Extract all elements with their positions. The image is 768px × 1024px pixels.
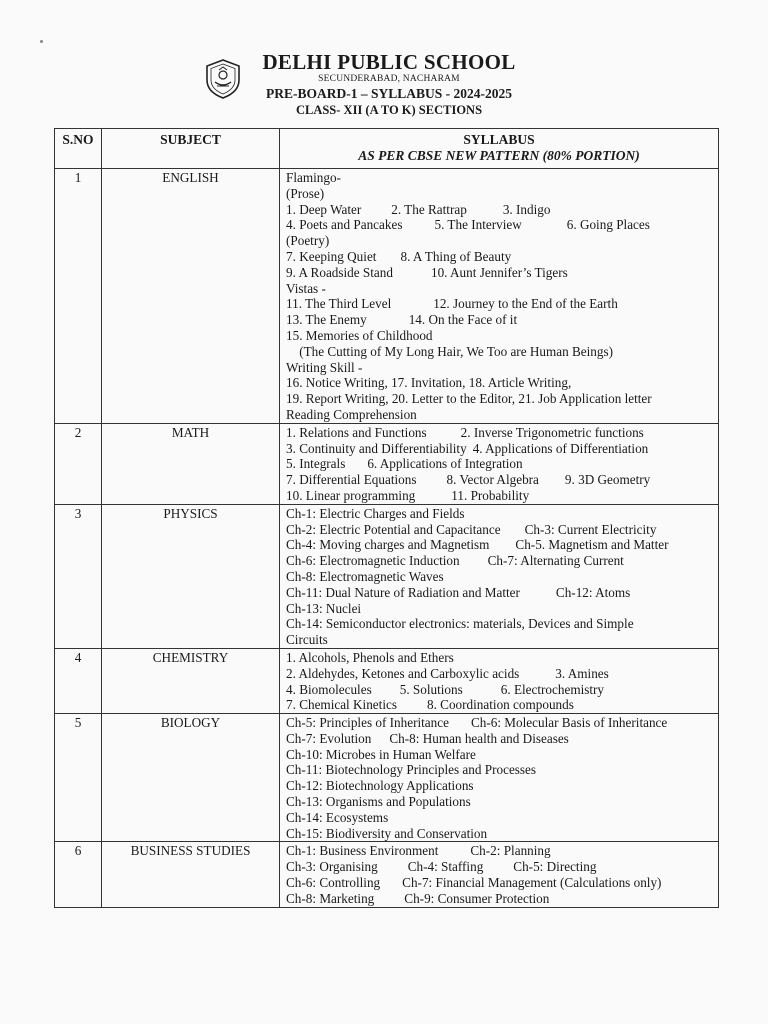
syllabus-item: Ch-10: Microbes in Human Welfare <box>286 746 476 762</box>
syllabus-item: 19. Report Writing, 20. Letter to the Editor, 21. Job Application letter <box>286 391 652 407</box>
syllabus-line <box>286 569 716 585</box>
syllabus-item: 14. On the Face of it <box>408 312 518 328</box>
syllabus-line <box>286 425 716 441</box>
syllabus-item: 5. Solutions <box>399 681 463 697</box>
syllabus-line <box>286 843 716 859</box>
syllabus-item: Ch-6: Electromagnetic Induction <box>286 553 460 569</box>
syllabus-line <box>286 456 716 472</box>
syllabus-item: 5. Integrals <box>286 456 346 472</box>
syllabus-line <box>286 296 716 312</box>
syllabus-item: Ch-14: Semiconductor electronics: materials, Devices and Simple <box>286 616 634 632</box>
syllabus-item: 8. Coordination compounds <box>426 697 574 713</box>
syllabus-item: Ch-3: Organising <box>286 859 378 875</box>
syllabus-item: 4. Applications of Differentiation <box>472 440 649 456</box>
syllabus-line <box>286 328 716 344</box>
table-row <box>55 423 719 504</box>
syllabus-item: Ch-14: Ecosystems <box>286 809 389 825</box>
syllabus-item: Ch-8: Electromagnetic Waves <box>286 568 444 584</box>
syllabus-line <box>286 537 716 553</box>
header-sno: S.NO <box>55 129 102 169</box>
row-sno: 4 <box>55 648 102 713</box>
syllabus-line <box>286 650 716 666</box>
school-location: SECUNDERABAD, NACHARAM <box>318 74 460 84</box>
syllabus-item: 2. The Rattrap <box>391 201 467 217</box>
row-sno: 5 <box>55 714 102 842</box>
syllabus-line <box>286 344 716 360</box>
row-subject: CHEMISTRY <box>102 648 280 713</box>
syllabus-item: Writing Skill - <box>286 359 363 375</box>
syllabus-item: Ch-2: Planning <box>470 843 551 859</box>
syllabus-item: 3. Indigo <box>502 201 551 217</box>
syllabus-item: 2. Aldehydes, Ketones and Carboxylic acids <box>286 665 520 681</box>
table-row <box>55 648 719 713</box>
syllabus-item: Ch-5: Directing <box>513 859 597 875</box>
syllabus-line <box>286 731 716 747</box>
syllabus-item: (The Cutting of My Long Hair, We Too are Human Beings) <box>286 343 613 359</box>
syllabus-item: 1. Alcohols, Phenols and Ethers <box>286 649 454 665</box>
syllabus-item: (Poetry) <box>286 233 330 249</box>
row-subject: ENGLISH <box>102 169 280 424</box>
header-syllabus <box>280 129 719 169</box>
syllabus-line <box>286 632 716 648</box>
header-subject: SUBJECT <box>102 129 280 169</box>
syllabus-item: Reading Comprehension <box>286 406 417 422</box>
syllabus-item: Ch-6: Molecular Basis of Inheritance <box>470 715 668 731</box>
syllabus-item: Ch-8: Human health and Diseases <box>389 730 569 746</box>
syllabus-line <box>286 488 716 504</box>
syllabus-item: 6. Going Places <box>566 217 650 233</box>
syllabus-item: 11. Probability <box>451 487 530 503</box>
row-syllabus-content <box>280 169 719 424</box>
syllabus-table <box>54 128 719 908</box>
syllabus-item: Ch-15: Biodiversity and Conservation <box>286 825 488 841</box>
syllabus-item: 8. Vector Algebra <box>446 472 539 488</box>
syllabus-line <box>286 875 716 891</box>
table-row <box>55 842 719 907</box>
class-sections: CLASS- XII (A TO K) SECTIONS <box>295 103 483 117</box>
syllabus-item: 5. The Interview <box>434 217 522 233</box>
syllabus-item: 10. Linear programming <box>286 487 416 503</box>
syllabus-item: 13. The Enemy <box>286 312 367 328</box>
row-subject: BUSINESS STUDIES <box>102 842 280 907</box>
row-syllabus-content <box>280 842 719 907</box>
syllabus-item: Ch-7: Financial Management (Calculations only) <box>402 875 662 891</box>
syllabus-line <box>286 407 716 423</box>
syllabus-line <box>286 391 716 407</box>
syllabus-item: Ch-13: Organisms and Populations <box>286 794 471 810</box>
syllabus-item: Ch-13: Nuclei <box>286 600 362 616</box>
syllabus-line <box>286 810 716 826</box>
syllabus-line <box>286 616 716 632</box>
syllabus-item: Ch-5: Principles of Inheritance <box>286 715 449 731</box>
syllabus-line <box>286 281 716 297</box>
table-row <box>55 714 719 842</box>
table-header-row <box>55 129 719 169</box>
syllabus-item: 15. Memories of Childhood <box>286 327 433 343</box>
syllabus-line <box>286 186 716 202</box>
scan-speck <box>40 40 43 43</box>
syllabus-line <box>286 666 716 682</box>
syllabus-line <box>286 522 716 538</box>
syllabus-line <box>286 859 716 875</box>
row-subject: MATH <box>102 423 280 504</box>
syllabus-item: Ch-4: Staffing <box>407 859 484 875</box>
syllabus-item: 6. Electrochemistry <box>500 681 605 697</box>
syllabus-item: Ch-3: Current Electricity <box>524 521 657 537</box>
syllabus-line <box>286 794 716 810</box>
row-syllabus-content <box>280 714 719 842</box>
syllabus-line <box>286 762 716 778</box>
syllabus-item: Ch-9: Consumer Protection <box>404 890 550 906</box>
syllabus-item: 4. Poets and Pancakes <box>286 217 403 233</box>
syllabus-item: 6. Applications of Integration <box>367 456 523 472</box>
row-syllabus-content <box>280 423 719 504</box>
syllabus-line <box>286 375 716 391</box>
syllabus-item: Ch-1: Electric Charges and Fields <box>286 505 465 521</box>
syllabus-item: Ch-7: Evolution <box>286 730 372 746</box>
document-title: PRE-BOARD-1 – SYLLABUS - 2024-2025 <box>265 86 512 101</box>
row-sno: 6 <box>55 842 102 907</box>
syllabus-line <box>286 697 716 713</box>
syllabus-item: 7. Chemical Kinetics <box>286 697 397 713</box>
row-sno: 1 <box>55 169 102 424</box>
syllabus-item: Ch-12: Biotechnology Applications <box>286 778 474 794</box>
syllabus-item: Ch-2: Electric Potential and Capacitance <box>286 521 501 537</box>
syllabus-item: 1. Relations and Functions <box>286 424 427 440</box>
syllabus-item: 7. Keeping Quiet <box>286 248 377 264</box>
syllabus-line <box>286 249 716 265</box>
syllabus-line <box>286 202 716 218</box>
syllabus-item: 16. Notice Writing, 17. Invitation, 18. Article Writing, <box>286 375 572 391</box>
syllabus-item: Circuits <box>286 632 328 648</box>
row-sno: 2 <box>55 423 102 504</box>
syllabus-item: 11. The Third Level <box>286 296 392 312</box>
syllabus-item: Ch-7: Alternating Current <box>487 553 624 569</box>
header-syllabus-subtitle: AS PER CBSE NEW PATTERN (80% PORTION) <box>358 147 640 163</box>
school-name: DELHI PUBLIC SCHOOL <box>262 50 516 74</box>
syllabus-line <box>286 601 716 617</box>
syllabus-line <box>286 441 716 457</box>
syllabus-line <box>286 891 716 907</box>
syllabus-item: 1. Deep Water <box>286 201 362 217</box>
row-syllabus-content <box>280 504 719 648</box>
syllabus-line <box>286 682 716 698</box>
syllabus-line <box>286 553 716 569</box>
syllabus-item: (Prose) <box>286 185 325 201</box>
syllabus-line <box>286 585 716 601</box>
syllabus-line <box>286 233 716 249</box>
table-row <box>55 504 719 648</box>
syllabus-line <box>286 747 716 763</box>
syllabus-line <box>286 312 716 328</box>
row-subject: PHYSICS <box>102 504 280 648</box>
syllabus-line <box>286 360 716 376</box>
syllabus-item: 2. Inverse Trigonometric functions <box>460 424 644 440</box>
syllabus-item: 3. Continuity and Differentiability <box>286 440 467 456</box>
syllabus-item: Ch-11: Dual Nature of Radiation and Matter <box>286 584 520 600</box>
syllabus-line <box>286 778 716 794</box>
row-syllabus-content <box>280 648 719 713</box>
syllabus-item: Flamingo- <box>286 170 341 185</box>
syllabus-item: 10. Aunt Jennifer’s Tigers <box>430 264 568 280</box>
syllabus-item: 3. Amines <box>555 665 609 681</box>
syllabus-line <box>286 217 716 233</box>
syllabus-item: Ch-4: Moving charges and Magnetism <box>286 537 490 553</box>
table-row <box>55 169 719 424</box>
syllabus-item: Ch-5. Magnetism and Matter <box>515 537 669 553</box>
syllabus-item: 9. A Roadside Stand <box>286 264 393 280</box>
syllabus-line <box>286 715 716 731</box>
header-syllabus-title: SYLLABUS <box>463 132 535 147</box>
syllabus-item: 7. Differential Equations <box>286 472 417 488</box>
syllabus-line <box>286 826 716 842</box>
syllabus-line <box>286 472 716 488</box>
row-subject: BIOLOGY <box>102 714 280 842</box>
syllabus-item: 4. Biomolecules <box>286 681 372 697</box>
syllabus-line <box>286 265 716 281</box>
syllabus-item: Ch-6: Controlling <box>286 875 381 891</box>
syllabus-line <box>286 506 716 522</box>
syllabus-item: Vistas - <box>286 280 326 296</box>
syllabus-item: 12. Journey to the End of the Earth <box>433 296 618 312</box>
syllabus-item: Ch-8: Marketing <box>286 890 375 906</box>
syllabus-item: 9. 3D Geometry <box>564 472 651 488</box>
syllabus-item: Ch-12: Atoms <box>555 584 631 600</box>
row-sno: 3 <box>55 504 102 648</box>
syllabus-line <box>286 170 716 186</box>
syllabus-item: Ch-11: Biotechnology Principles and Processes <box>286 762 537 778</box>
syllabus-item: Ch-1: Business Environment <box>286 843 439 859</box>
syllabus-item: 8. A Thing of Beauty <box>400 248 512 264</box>
